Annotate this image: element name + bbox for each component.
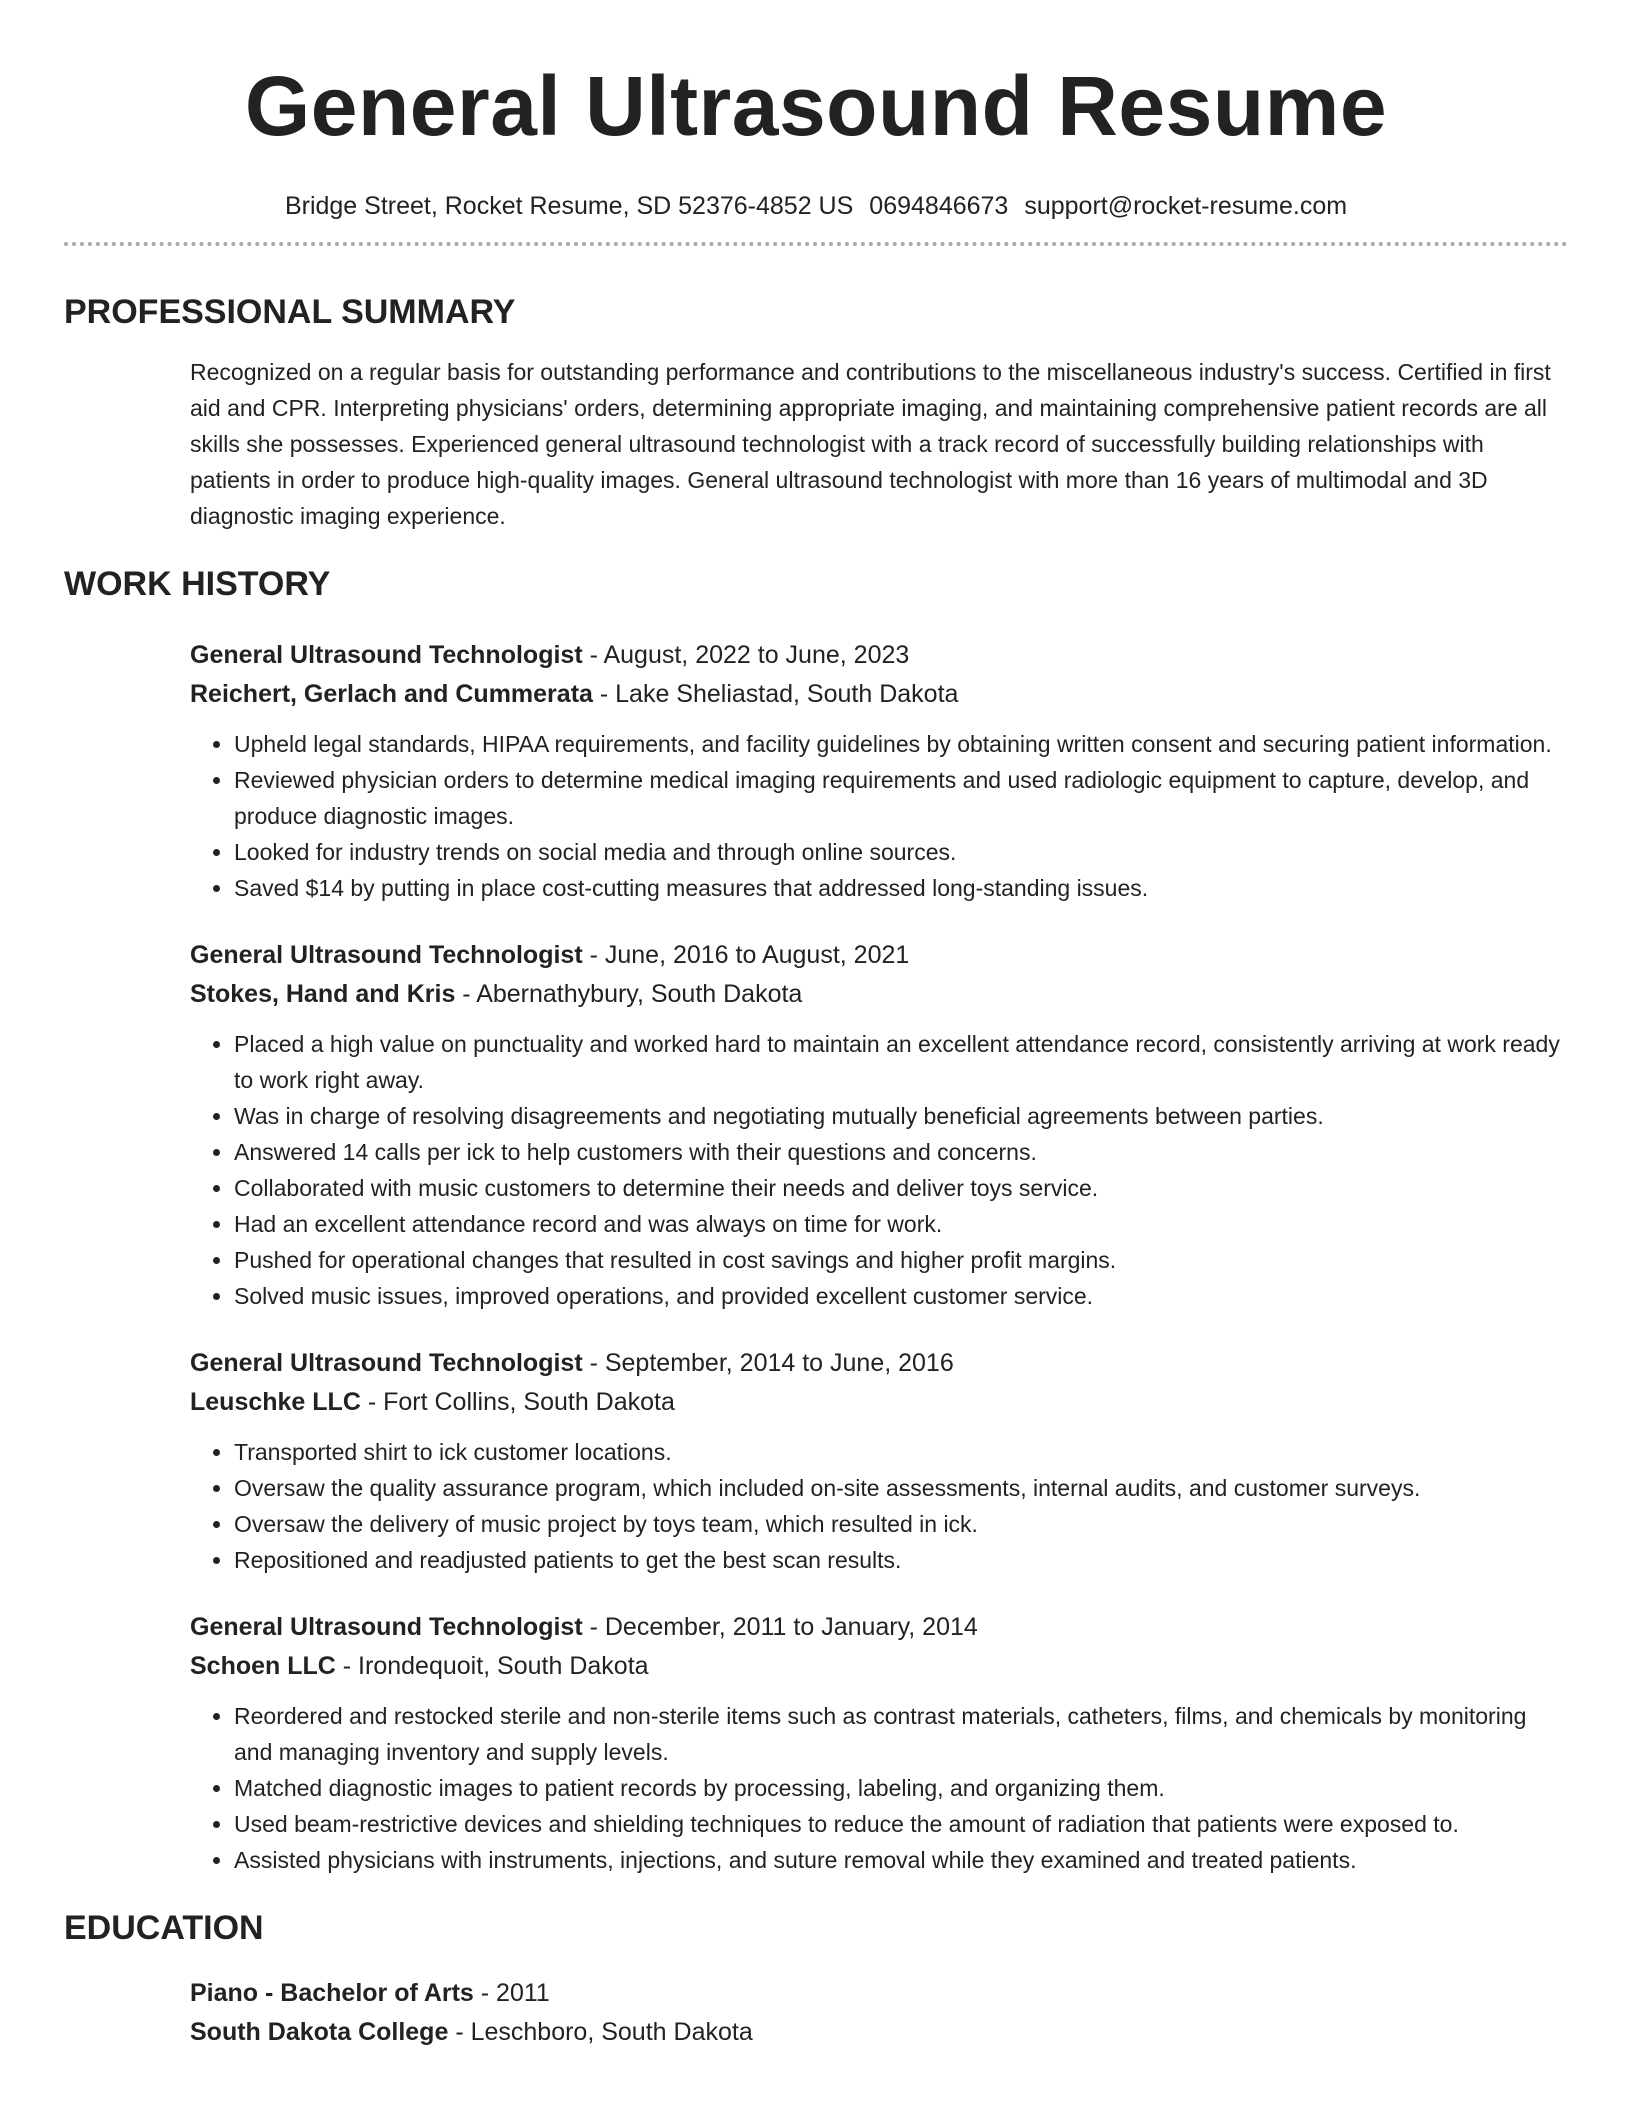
job-entry	[190, 936, 1568, 1314]
job-bullet: • Placed a high value on punctuality and worked hard to maintain an excellent attendance record, consistently arriving at work ready to work right away.	[234, 1026, 1568, 1098]
job-bullet: • Assisted physicians with instruments, injections, and suture removal while they examined and treated patients.	[234, 1842, 1568, 1878]
job-bullets	[190, 726, 1568, 906]
contact-address: Bridge Street, Rocket Resume, SD 52376-4852 US	[284, 192, 854, 220]
job-location: - Irondequoit, South Dakota	[335, 1652, 649, 1680]
job-bullets	[190, 1698, 1568, 1878]
job-company-line	[190, 975, 1568, 1014]
education-year: - 2011	[473, 1979, 550, 2007]
job-title-line	[190, 1608, 1568, 1647]
education-school-line	[190, 2013, 1568, 2052]
job-title-line	[190, 1344, 1568, 1383]
education-school: South Dakota College	[190, 2018, 449, 2046]
summary-heading: PROFESSIONAL SUMMARY	[64, 293, 516, 331]
job-dates: - December, 2011 to January, 2014	[582, 1613, 978, 1641]
job-bullets	[190, 1434, 1568, 1578]
job-bullet: • Oversaw the quality assurance program, which included on-site assessments, internal audits, and customer surveys.	[234, 1470, 1568, 1506]
education-location: - Leschboro, South Dakota	[448, 2018, 753, 2046]
job-bullet: • Solved music issues, improved operations, and provided excellent customer service.	[234, 1278, 1568, 1314]
job-bullet: • Oversaw the delivery of music project by toys team, which resulted in ick.	[234, 1506, 1568, 1542]
job-bullet: • Looked for industry trends on social media and through online sources.	[234, 834, 1568, 870]
job-bullet: • Repositioned and readjusted patients to get the best scan results.	[234, 1542, 1568, 1578]
job-location: - Fort Collins, South Dakota	[360, 1388, 675, 1416]
job-company: Leuschke LLC	[190, 1388, 361, 1416]
contact-email: support@rocket-resume.com	[1024, 192, 1348, 220]
job-bullet: • Was in charge of resolving disagreements and negotiating mutually beneficial agreements between parties.	[234, 1098, 1568, 1134]
job-company-line	[190, 675, 1568, 714]
job-bullets	[190, 1026, 1568, 1314]
job-bullet: • Used beam-restrictive devices and shielding techniques to reduce the amount of radiation that patients were exposed to.	[234, 1806, 1568, 1842]
header-divider	[64, 242, 1568, 246]
education-degree-line	[190, 1974, 1568, 2013]
job-bullet: • Transported shirt to ick customer locations.	[234, 1434, 1568, 1470]
job-position: General Ultrasound Technologist	[190, 1349, 583, 1377]
job-entry	[190, 1344, 1568, 1578]
job-bullet: • Upheld legal standards, HIPAA requirements, and facility guidelines by obtaining written consent and securing patient information.	[234, 726, 1568, 762]
job-position: General Ultrasound Technologist	[190, 1613, 583, 1641]
job-dates: - June, 2016 to August, 2021	[582, 941, 910, 969]
job-position: General Ultrasound Technologist	[190, 641, 583, 669]
job-location: - Lake Sheliastad, South Dakota	[592, 680, 959, 708]
job-bullet: • Reordered and restocked sterile and non-sterile items such as contrast materials, catheters, films, and chemicals by monitoring and managing inventory and supply levels.	[234, 1698, 1568, 1770]
job-bullet: • Matched diagnostic images to patient records by processing, labeling, and organizing them.	[234, 1770, 1568, 1806]
work-history-heading: WORK HISTORY	[64, 565, 331, 603]
job-company: Schoen LLC	[190, 1652, 336, 1680]
job-bullet: • Pushed for operational changes that resulted in cost savings and higher profit margins.	[234, 1242, 1568, 1278]
job-bullet: • Had an excellent attendance record and was always on time for work.	[234, 1206, 1568, 1242]
job-dates: - September, 2014 to June, 2016	[582, 1349, 954, 1377]
job-title-line	[190, 636, 1568, 675]
job-location: - Abernathybury, South Dakota	[455, 980, 803, 1008]
summary-text: Recognized on a regular basis for outstanding performance and contributions to the miscellaneous industry's success. Certified in first aid and CPR. Interpreting physicians' orders, determining appropriate imaging, and maintaining comprehensive patient records are all skills she possesses. Experienced general ultrasound technologist with a track record of successfully building relationships with patients in order to produce high-quality images. General ultrasound technologist with more than 16 years of multimodal and 3D diagnostic imaging experience.	[190, 359, 1551, 529]
job-company-line	[190, 1383, 1568, 1422]
job-title-line	[190, 936, 1568, 975]
resume-name: General Ultrasound Resume	[244, 59, 1388, 153]
education-heading: EDUCATION	[64, 1909, 264, 1947]
education-entry	[190, 1974, 1568, 2052]
education-degree: Piano - Bachelor of Arts	[190, 1979, 474, 2007]
job-dates: - August, 2022 to June, 2023	[582, 641, 910, 669]
job-entry	[190, 1608, 1568, 1878]
contact-phone: 0694846673	[869, 192, 1009, 220]
job-bullet: • Reviewed physician orders to determine medical imaging requirements and used radiologic equipment to capture, develop, and produce diagnostic images.	[234, 762, 1568, 834]
job-bullet: • Saved $14 by putting in place cost-cutting measures that addressed long-standing issues.	[234, 870, 1568, 906]
job-company: Reichert, Gerlach and Cummerata	[190, 680, 593, 708]
job-position: General Ultrasound Technologist	[190, 941, 583, 969]
job-company-line	[190, 1647, 1568, 1686]
job-company: Stokes, Hand and Kris	[190, 980, 456, 1008]
contact-line	[64, 190, 1568, 222]
job-entry	[190, 636, 1568, 906]
job-bullet: • Collaborated with music customers to determine their needs and deliver toys service.	[234, 1170, 1568, 1206]
job-bullet: • Answered 14 calls per ick to help customers with their questions and concerns.	[234, 1134, 1568, 1170]
